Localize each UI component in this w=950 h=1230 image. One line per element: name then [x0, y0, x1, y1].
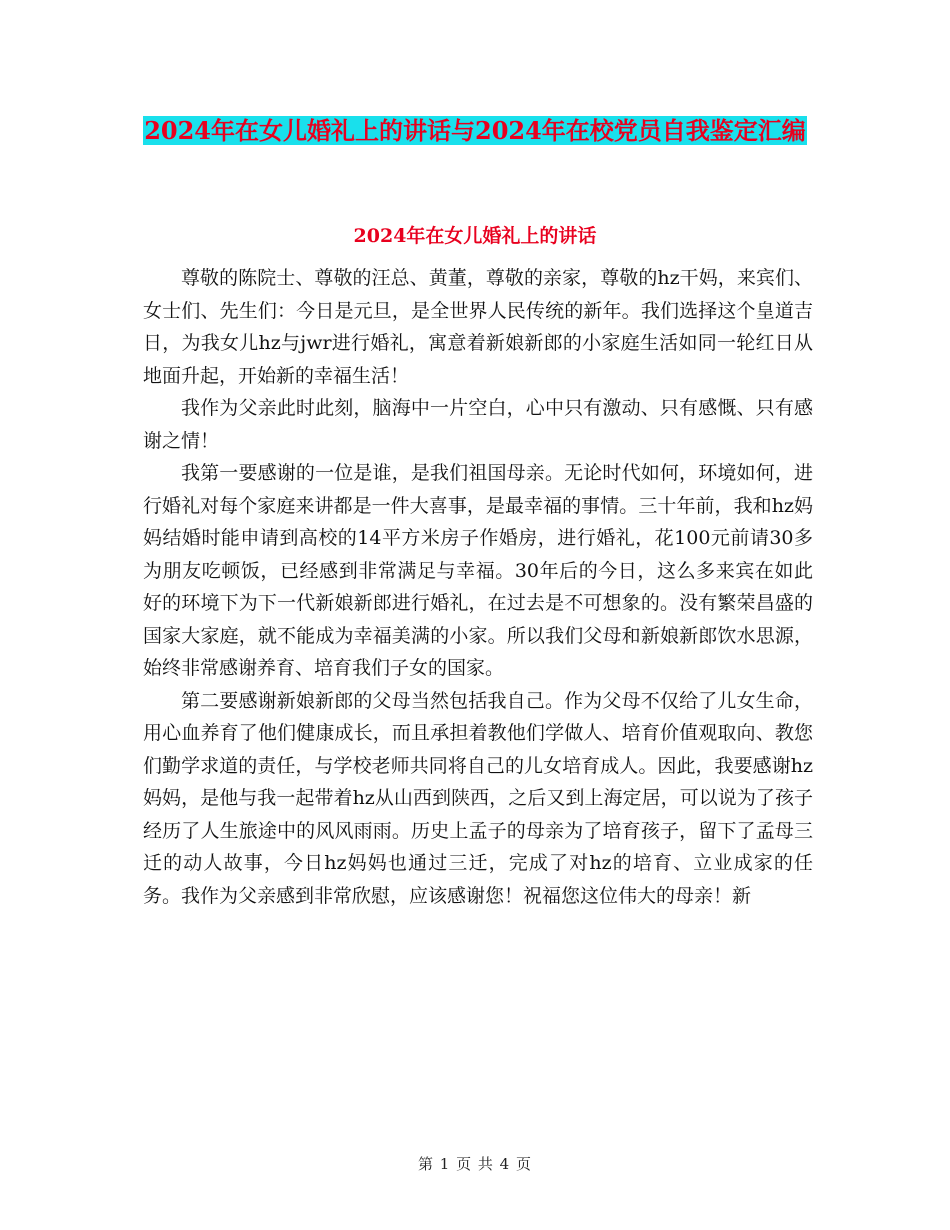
paragraph: 我作为父亲此时此刻，脑海中一片空白，心中只有激动、只有感慨、只有感谢之情！ — [143, 397, 813, 452]
section-title: 2024年在女儿婚礼上的讲话 — [353, 225, 597, 247]
document-body — [143, 262, 813, 912]
paragraph: 尊敬的陈院士、尊敬的汪总、黄董，尊敬的亲家，尊敬的hz干妈，来宾们、女士们、先生们：今日是元旦，是全世界人民传统的新年。我们选择这个皇道吉日，为我女儿hz与jwr进行婚礼，寓意着新娘新郎的小家庭生活如同一轮红日从地面升起，开始新的幸福生活！ — [143, 267, 813, 387]
paragraph: 我第一要感谢的一位是谁，是我们祖国母亲。无论时代如何，环境如何，进行婚礼对每个家庭来讲都是一件大喜事，是最幸福的事情。三十年前，我和hz妈妈结婚时能申请到高校的14平方米房子作婚房，进行婚礼，花100元前请30多为朋友吃顿饭，已经感到非常满足与幸福。30年后的今日，这么多来宾在如此好的环境下为下一代新娘新郎进行婚礼，在过去是不可想象的。没有繁荣昌盛的国家大家庭，就不能成为幸福美满的小家。所以我们父母和新娘新郎饮水思源，始终非常感谢养育、培育我们子女的国家。 — [143, 462, 813, 679]
page-footer: 第 1 页 共 4 页 — [418, 1155, 532, 1173]
document-title — [0, 108, 950, 154]
paragraph: 第二要感谢新娘新郎的父母当然包括我自己。作为父母不仅给了儿女生命，用心血养育了他们健康成长，而且承担着教他们学做人、培育价值观取向、教您们勤学求道的责任，与学校老师共同将自己的儿女培育成人。因此，我要感谢hz妈妈，是他与我一起带着hz从山西到陕西，之后又到上海定居，可以说为了孩子经历了人生旅途中的风风雨雨。历史上孟子的母亲为了培育孩子，留下了孟母三迁的动人故事，今日hz妈妈也通过三迁，完成了对hz的培育、立业成家的任务。我作为父亲感到非常欣慰，应该感谢您！祝福您这位伟大的母亲！新 — [143, 689, 813, 907]
document-title-text: 2024年在女儿婚礼上的讲话与2024年在校党员自我鉴定汇编 — [144, 116, 806, 145]
